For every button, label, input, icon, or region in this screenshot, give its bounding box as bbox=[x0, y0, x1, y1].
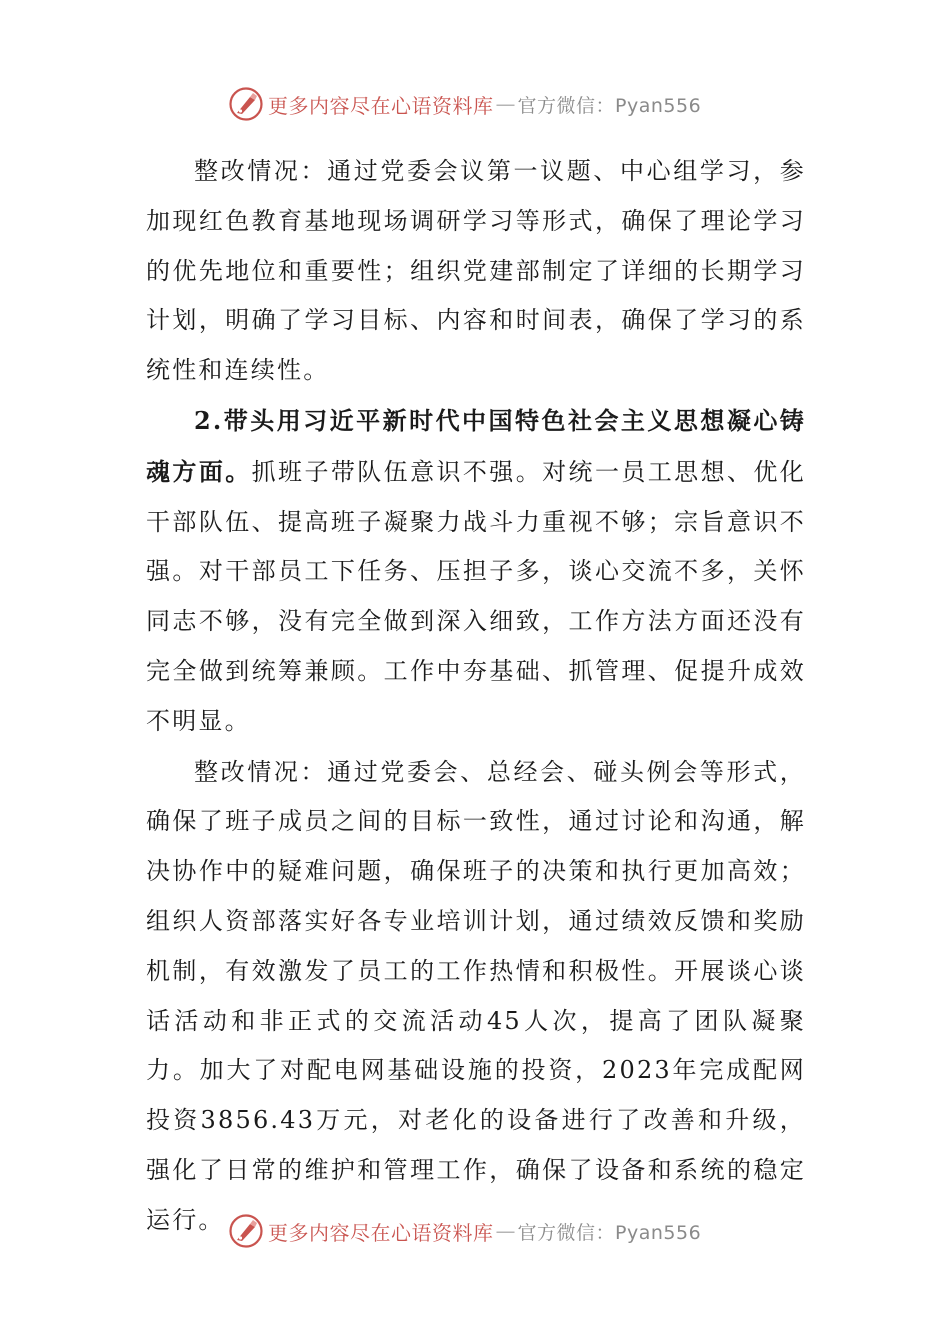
banner-separator: — bbox=[495, 1219, 516, 1243]
pen-nib-logo-icon bbox=[228, 86, 264, 122]
paragraph-rectification-2 bbox=[146, 747, 806, 1246]
paragraph-rectification-1 bbox=[146, 146, 806, 396]
site-name: 更多内容尽在心语资料库 bbox=[268, 1220, 494, 1245]
document-body bbox=[146, 146, 806, 1246]
wechat-contact: 官方微信：Pyan556 bbox=[517, 1221, 702, 1244]
wechat-contact: 官方微信：Pyan556 bbox=[517, 94, 702, 117]
paragraph-text: 抓班子带队伍意识不强。对统一员工思想、优化干部队伍、提高班子凝聚力战斗力重视不够；宗旨意识不强。对干部员工下任务、压担子多，谈心交流不多，关怀同志不够，没有完全做到深入细致，工作方法方面还没有完全做到统筹兼顾。工作中夯基础、抓管理、促提升成效不明显。 bbox=[146, 457, 806, 735]
paragraph-text: 整改情况：通过党委会、总经会、碰头例会等形式，确保了班子成员之间的目标一致性，通过讨论和沟通，解决协作中的疑难问题，确保班子的决策和执行更加高效；组织人资部落实好各专业培训计划，通过绩效反馈和奖励机制，有效激发了员工的工作热情和积极性。开展谈心谈话活动和非正式的交流活动45人次，提高了团队凝聚力。加大了对配电网基础设施的投资，2023年完成配网投资3856.43万元，对老化的设备进行了改善和升级，强化了日常的维护和管理工作，确保了设备和系统的稳定运行。 bbox=[146, 757, 806, 1234]
banner-separator: — bbox=[495, 92, 516, 116]
paragraph-text: 整改情况：通过党委会议第一议题、中心组学习，参加现红色教育基地现场调研学习等形式，确保了理论学习的优先地位和重要性；组织党建部制定了详细的长期学习计划，明确了学习目标、内容和时间表，确保了学习的系统性和连续性。 bbox=[146, 157, 806, 385]
footer-banner bbox=[228, 1213, 748, 1249]
section-heading: 2.带头用习近平新时代中国特色社会主义思想凝心铸魂方面。 bbox=[146, 405, 806, 486]
site-name: 更多内容尽在心语资料库 bbox=[268, 93, 494, 118]
paragraph-section-2 bbox=[146, 396, 806, 747]
header-banner bbox=[228, 86, 748, 122]
pen-nib-logo-icon bbox=[228, 1213, 264, 1249]
